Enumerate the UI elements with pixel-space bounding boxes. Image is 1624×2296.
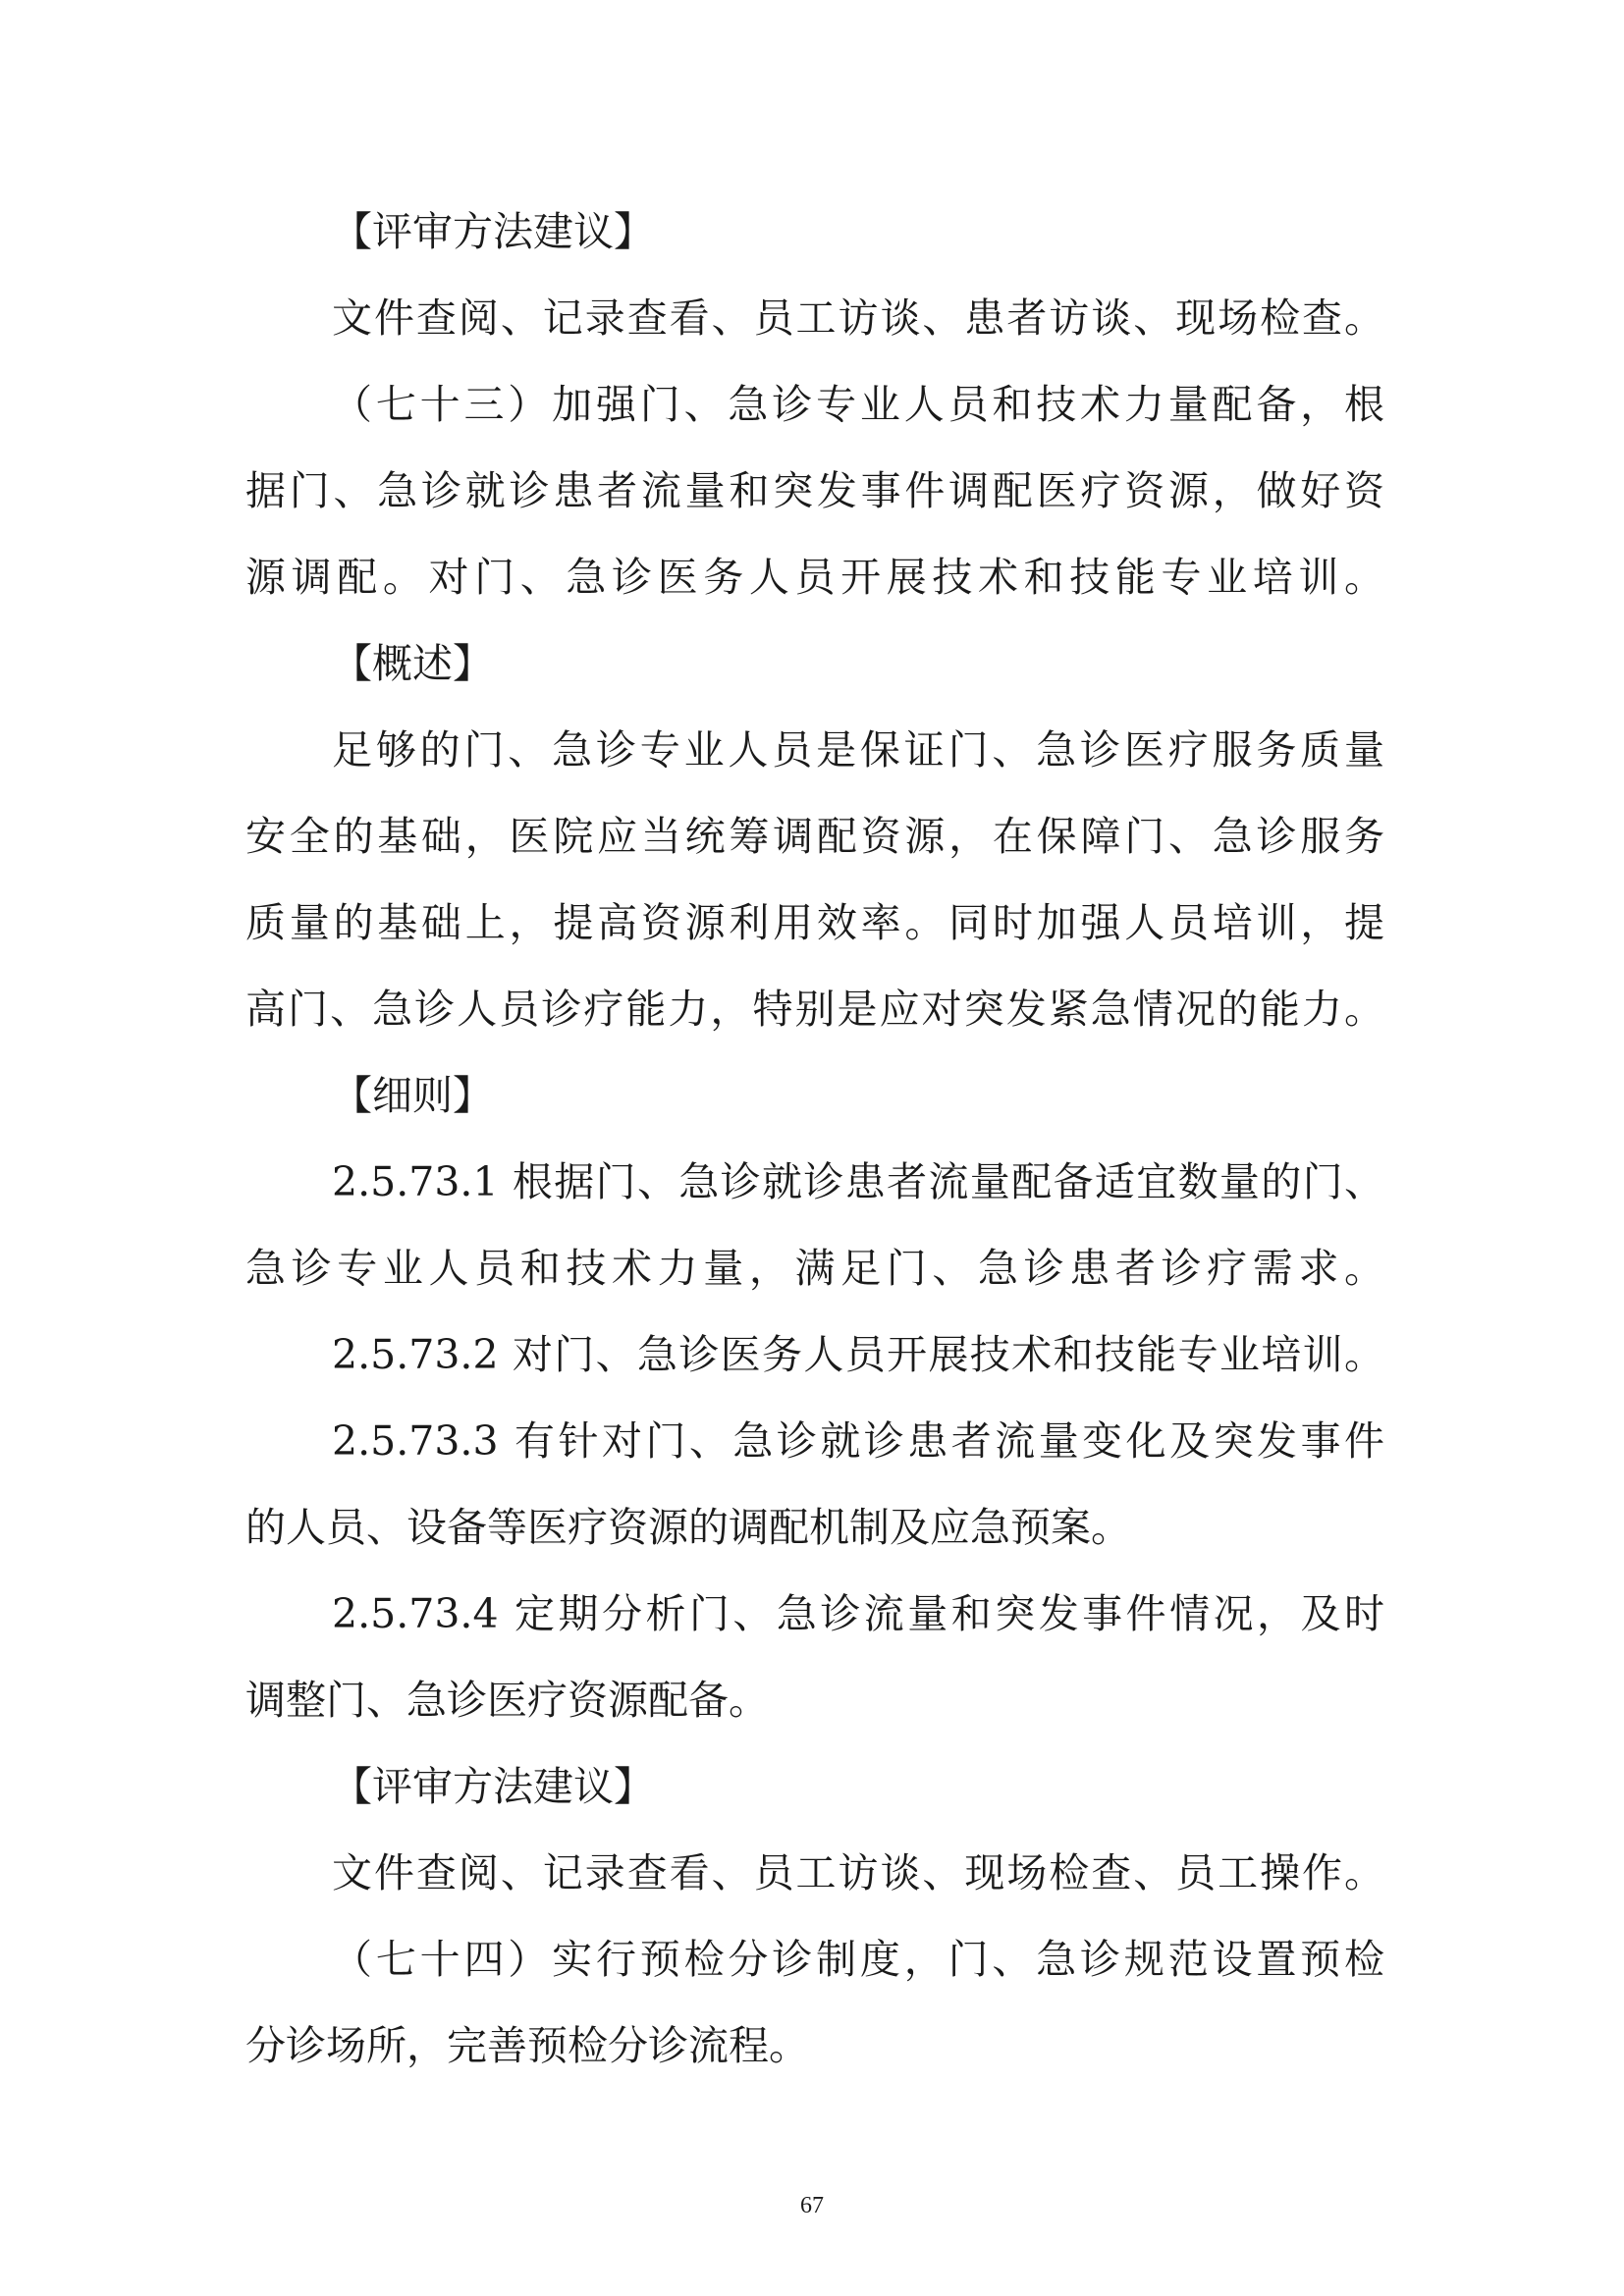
text-line: 安全的基础，医院应当统筹调配资源，在保障门、急诊服务 — [245, 813, 1384, 860]
text-line: 高门、急诊人员诊疗能力，特别是应对突发紧急情况的能力。 — [245, 986, 1384, 1033]
text-line: 足够的门、急诊专业人员是保证门、急诊医疗服务质量 — [332, 726, 1384, 774]
text-line: 的人员、设备等医疗资源的调配机制及应急预案。 — [245, 1504, 1131, 1551]
text-line: 调整门、急诊医疗资源配备。 — [245, 1677, 769, 1724]
text-line: 2.5.73.2 对门、急诊医务人员开展技术和技能专业培训。 — [332, 1331, 1384, 1378]
text-line: 2.5.73.4 定期分析门、急诊流量和突发事件情况，及时 — [332, 1590, 1384, 1637]
text-line: 急诊专业人员和技术力量，满足门、急诊患者诊疗需求。 — [245, 1245, 1384, 1292]
text-line: 文件查阅、记录查看、员工访谈、现场检查、员工操作。 — [332, 1849, 1384, 1896]
text-line: 2.5.73.1 根据门、急诊就诊患者流量配备适宜数量的门、 — [332, 1158, 1384, 1205]
text-line: 分诊场所，完善预检分诊流程。 — [245, 2022, 809, 2069]
text-line: 据门、急诊就诊患者流量和突发事件调配医疗资源，做好资 — [245, 467, 1384, 514]
text-line: 质量的基础上，提高资源利用效率。同时加强人员培训，提 — [245, 899, 1384, 946]
text-line: （七十四）实行预检分诊制度，门、急诊规范设置预检 — [332, 1936, 1384, 1983]
text-line: 源调配。对门、急诊医务人员开展技术和技能专业培训。 — [245, 554, 1384, 601]
text-line: （七十三）加强门、急诊专业人员和技术力量配备，根 — [332, 381, 1384, 428]
section-heading: 【评审方法建议】 — [332, 1763, 654, 1810]
text-line: 文件查阅、记录查看、员工访谈、患者访谈、现场检查。 — [332, 294, 1384, 342]
page-number: 67 — [800, 2193, 824, 2218]
section-heading: 【概述】 — [332, 640, 493, 687]
text-line: 2.5.73.3 有针对门、急诊就诊患者流量变化及突发事件 — [332, 1417, 1384, 1465]
section-heading: 【评审方法建议】 — [332, 208, 654, 255]
document-body — [245, 188, 1384, 2089]
section-heading: 【细则】 — [332, 1072, 493, 1119]
